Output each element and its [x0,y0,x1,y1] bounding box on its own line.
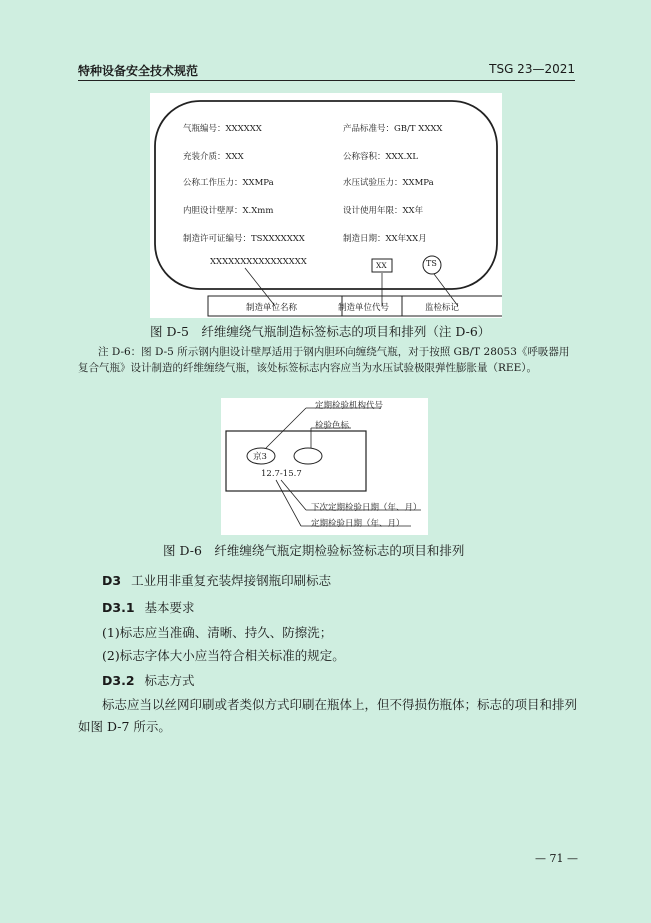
date-range: 12.7-15.7 [261,469,302,479]
requirement-1: (1)标志应当准确、清晰、持久、防擦洗； [102,625,333,640]
field-license-no: 制造许可证编号：TSXXXXXXX [183,234,305,244]
label-inspection-color: 检验色标 [315,421,350,431]
note-d6: 注 D-6：图 D-5 所示钢内胆设计壁厚适用于钢内胆环向缠绕气瓶，对于按照 GB/T 28053《呼吸器用复合气瓶》设计制造的纤维缠绕气瓶，该处标签标志内容应当为水压试验极限弹性膨胀量（REE）。 [78,346,570,374]
code-box-text: XX [376,261,387,270]
section-d3-number: D3 [102,573,122,588]
label-inspection-mark: 监检标记 [425,303,460,313]
field-cylinder-no: 气瓶编号：XXXXXX [183,124,262,134]
section-d31-heading [102,598,195,616]
field-mfg-date: 制造日期：XX年XX月 [343,234,427,244]
figure-d5-caption: 图 D-5 纤维缠绕气瓶制造标签标志的项目和排列（注 D-6） [150,324,491,339]
header-title: 特种设备安全技术规范 [78,64,199,78]
jing-mark: 京3 [253,452,267,462]
label-inspection-org-code: 定期检验机构代号 [315,401,384,411]
label-next-inspection-date: 下次定期检验日期（年、月） [311,503,422,513]
ts-mark: TS [426,259,437,268]
figure-d5 [150,93,502,318]
section-d31-title: 基本要求 [144,600,195,615]
field-test-pressure: 水压试验压力：XXMPa [343,178,434,188]
page-header [78,60,575,81]
requirement-2: (2)标志字体大小应当符合相关标准的规定。 [102,648,345,663]
serial-number: XXXXXXXXXXXXXXXX [210,257,307,267]
field-wall-thickness: 内胆设计壁厚：X.Xmm [183,206,274,216]
section-d31-number: D3.1 [102,600,135,615]
figure-d6 [221,398,428,535]
page-number: — 71 — [535,852,578,865]
section-d32-heading [102,671,195,689]
field-standard-no: 产品标准号：GB/T XXXX [343,124,443,134]
section-d32-title: 标志方式 [144,673,195,688]
label-inspection-date: 定期检验日期（年、月） [311,519,405,529]
field-medium: 充装介质：XXX [183,152,244,162]
field-service-life: 设计使用年限：XX年 [343,206,424,216]
section-d32-number: D3.2 [102,673,135,688]
figure-d6-caption: 图 D-6 纤维缠绕气瓶定期检验标签标志的项目和排列 [163,543,465,558]
section-d3-heading [102,571,331,589]
label-manufacturer-code: 制造单位代号 [338,303,390,313]
field-volume: 公称容积：XXX.XL [343,152,419,162]
header-code: TSG 23—2021 [489,62,575,76]
section-d3-title: 工业用非重复充装焊接钢瓶印刷标志 [131,573,332,588]
section-d32-body: 标志应当以丝网印刷或者类似方式印刷在瓶体上，但不得损伤瓶体；标志的项目和排列如图 D-7 所示。 [78,697,578,734]
field-work-pressure: 公称工作压力：XXMPa [183,178,274,188]
label-manufacturer-name: 制造单位名称 [246,303,298,313]
